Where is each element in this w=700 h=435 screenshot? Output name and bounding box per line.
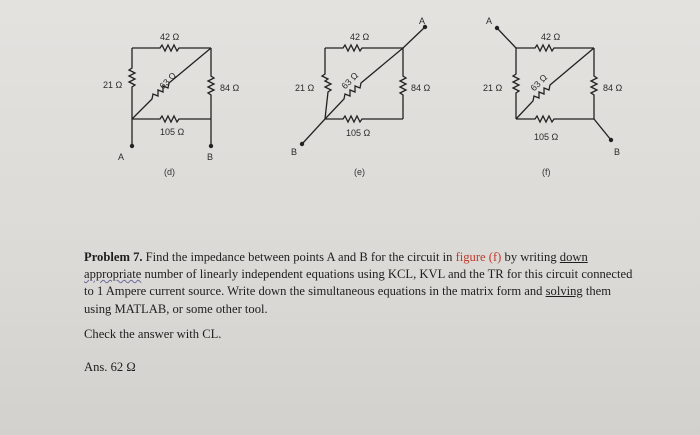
e-r-bottom-label: 105 Ω [346,128,371,138]
problem-statement [84,249,639,318]
e-r-top-label: 42 Ω [350,32,370,42]
f-r-top-label: 42 Ω [541,32,561,42]
e-r-diag-label: 63 Ω [339,70,361,92]
problem-text-1: Find the impedance between points A and B for the circuit in [142,250,456,264]
e-caption: (e) [354,167,365,177]
e-node-b-label: B [291,147,298,157]
check-instruction: Check the answer with CL. [84,327,222,341]
d-node-a-label: A [118,152,125,162]
e-r-right-label: 84 Ω [411,83,431,93]
f-node-a-label: A [486,16,493,26]
problem-heading: Problem 7. [84,250,143,264]
underlined-word-solving: solving [545,284,583,299]
e-r-left-label: 21 Ω [295,83,315,93]
e-node-a-label: A [419,16,426,26]
circuit-f [497,28,611,140]
d-caption: (d) [164,167,175,177]
d-r-left-label: 21 Ω [103,80,123,90]
circuit-e [302,27,425,144]
d-r-diag-label: 63 Ω [157,70,179,92]
f-node-b-label: B [614,147,621,157]
f-r-diag-label: 63 Ω [528,72,550,94]
f-r-left-label: 21 Ω [483,83,503,93]
figure-reference: figure (f) [455,250,502,264]
problem-text-2: by writing [501,250,560,264]
d-r-bottom-label: 105 Ω [160,127,185,137]
underlined-word-down: down [559,250,588,264]
d-r-right-label: 84 Ω [220,83,240,93]
underlined-word-appropriate: appropriate [84,267,142,282]
f-caption: (f) [542,167,551,177]
f-r-bottom-label: 105 Ω [534,132,559,142]
problem-text-3: number of linearly independent equations using KCL, KVL and the TR for this circuit connected to 1 Ampere current source. Write down the simultaneous equations in the matrix form and [84,267,633,299]
problem-text-4: them using MATLAB, or some other tool. [84,284,612,316]
d-node-b-label: B [207,152,214,162]
f-r-right-label: 84 Ω [603,83,623,93]
d-r-top-label: 42 Ω [160,32,180,42]
answer-text: Ans. 62 Ω [84,360,136,374]
